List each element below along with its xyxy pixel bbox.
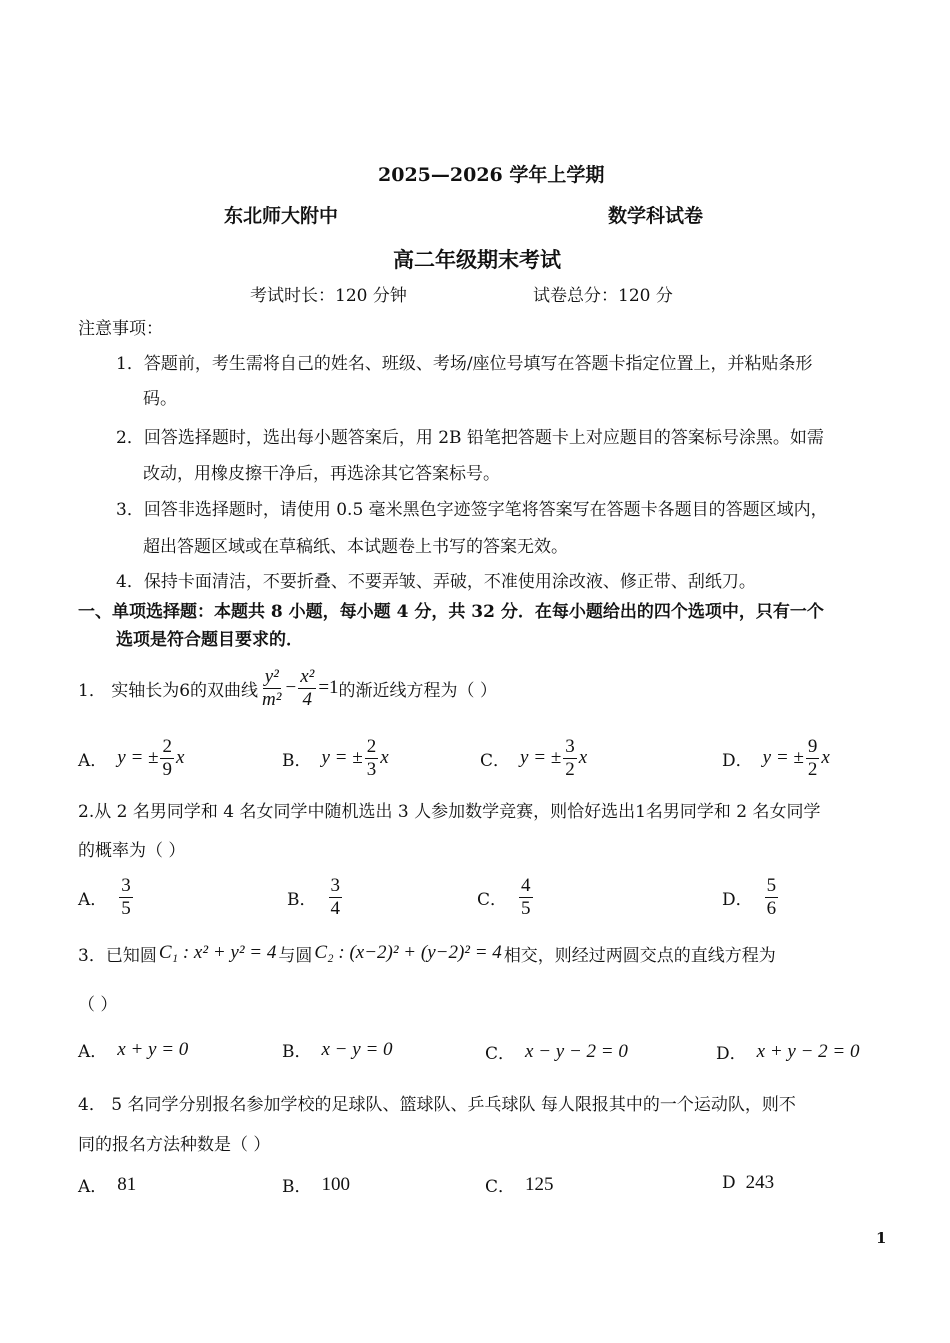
q4-option-a[interactable] xyxy=(78,1172,136,1197)
q2-option-b-label: B． xyxy=(287,889,317,910)
subject-title: 数学科试卷 xyxy=(608,205,704,227)
q1-frac2-den: 4 xyxy=(302,688,312,710)
q1-option-a-fraction xyxy=(160,736,174,781)
q4-option-c[interactable] xyxy=(485,1172,554,1197)
q1-option-b-label: B． xyxy=(282,750,312,771)
q4-option-d-label: D xyxy=(722,1173,736,1193)
question-3 xyxy=(78,938,776,968)
q4-option-a-label: A． xyxy=(78,1177,108,1197)
q1-option-d-post: x xyxy=(821,747,830,768)
q1-frac2-num: x² xyxy=(300,665,315,687)
q3-option-c-expr: x − y − 2 = 0 xyxy=(525,1040,628,1062)
q2-line1: 2.从 2 名男同学和 4 名女同学中随机选出 3 人参加数学竞赛，则恰好选出1名男同学和 2 名女同学 xyxy=(78,802,821,822)
q1-option-b-pre: y = ± xyxy=(321,747,363,768)
note-1-line2: 码。 xyxy=(143,389,177,409)
q3-option-a-label: A． xyxy=(78,1042,108,1062)
q2-option-c-fraction xyxy=(519,875,533,920)
q1-option-a-pre: y = ± xyxy=(117,747,159,768)
q2-option-a[interactable] xyxy=(78,872,135,922)
q4-option-b-value: 100 xyxy=(321,1173,350,1195)
q2-option-d-fraction xyxy=(765,875,779,920)
note-4-line1: 4．保持卡面清洁，不要折叠、不要弄皱、弄破，不准使用涂改液、修正带、刮纸刀。 xyxy=(116,572,756,592)
q3-option-b-label: B． xyxy=(282,1042,312,1062)
q1-option-c-pre: y = ± xyxy=(520,747,562,768)
q1-option-a-label: A． xyxy=(78,750,108,771)
q3-line2: （ ） xyxy=(78,995,118,1015)
q3-option-a[interactable] xyxy=(78,1037,188,1062)
q2-option-a-label: A． xyxy=(78,889,108,910)
q3-option-c-label: C． xyxy=(485,1044,516,1064)
q4-option-c-label: C． xyxy=(485,1177,516,1197)
q2-option-b-num: 3 xyxy=(330,874,340,896)
q1-suffix: 的渐近线方程为（ ） xyxy=(338,680,497,701)
q1-option-c[interactable] xyxy=(480,733,587,783)
q1-option-d-den: 2 xyxy=(807,758,818,780)
page-number: 1 xyxy=(876,1229,887,1247)
q2-option-a-num: 3 xyxy=(121,874,131,896)
exam-duration: 考试时长：120 分钟 xyxy=(250,286,407,306)
q3-option-b-expr: x − y = 0 xyxy=(321,1038,393,1060)
q1-option-c-den: 2 xyxy=(565,758,575,780)
q1-option-a-num: 2 xyxy=(162,735,172,757)
q2-option-b-den: 4 xyxy=(330,897,340,919)
q3-option-b[interactable] xyxy=(282,1037,393,1062)
question-1 xyxy=(78,662,497,714)
q1-frac1-den: m² xyxy=(262,688,282,710)
q4-option-a-value: 81 xyxy=(117,1173,137,1195)
q3-option-d-expr: x + y − 2 = 0 xyxy=(756,1040,860,1062)
q2-option-c-den: 5 xyxy=(521,897,531,919)
q3-option-a-expr: x + y = 0 xyxy=(117,1038,189,1060)
q1-option-c-fraction xyxy=(563,736,577,781)
q2-option-b-fraction xyxy=(329,875,343,920)
q2-option-a-fraction xyxy=(119,875,133,920)
q2-line2: 的概率为（ ） xyxy=(78,841,186,861)
q3-prefix: 3．已知圆 xyxy=(78,945,157,966)
q2-option-d[interactable] xyxy=(722,872,780,922)
q1-fraction-2 xyxy=(298,666,316,711)
q1-option-d-label: D． xyxy=(722,750,753,771)
q4-option-d[interactable] xyxy=(722,1172,774,1194)
q1-minus: − xyxy=(285,677,297,698)
note-1-line1: 1．答题前，考生需将自己的姓名、班级、考场/座位号填写在答题卡指定位置上，并粘贴条形 xyxy=(116,354,813,374)
q1-option-d-pre: y = ± xyxy=(762,747,804,768)
q4-line2: 同的报名方法种数是（ ） xyxy=(78,1135,271,1155)
term-title: 2025—2026 学年上学期 xyxy=(378,164,605,186)
q3-circle-1: C₁ : x² + y² = 4 xyxy=(158,942,277,963)
exam-title: 高二年级期末考试 xyxy=(393,247,561,272)
section-1-line2: 选项是符合题目要求的． xyxy=(116,630,303,650)
q1-prefix: 1． 实轴长为6的双曲线 xyxy=(78,680,259,701)
q1-option-b-num: 2 xyxy=(366,735,377,757)
q2-option-d-den: 6 xyxy=(766,897,777,919)
q2-option-b[interactable] xyxy=(287,872,344,922)
exam-total-score: 试卷总分：120 分 xyxy=(533,286,673,306)
q1-option-b-den: 3 xyxy=(366,758,377,780)
q3-option-c[interactable] xyxy=(485,1039,628,1064)
q4-option-d-value: 243 xyxy=(745,1172,775,1193)
q1-frac1-num: y² xyxy=(264,665,279,687)
q2-option-c-label: C． xyxy=(477,889,508,910)
q1-option-c-post: x xyxy=(578,747,588,768)
q1-option-b-fraction xyxy=(365,736,379,781)
q2-option-a-den: 5 xyxy=(121,897,131,919)
q2-option-d-num: 5 xyxy=(766,874,777,896)
q1-fraction-1 xyxy=(260,666,283,711)
q3-option-d[interactable] xyxy=(716,1039,859,1064)
q1-rhs: =1 xyxy=(318,677,339,698)
q1-option-b[interactable] xyxy=(282,733,389,783)
q3-option-d-label: D． xyxy=(716,1044,747,1064)
q1-option-a[interactable] xyxy=(78,733,184,783)
q2-option-d-label: D． xyxy=(722,889,753,910)
q4-line1: 4． 5 名同学分别报名参加学校的足球队、篮球队、乒乓球队 每人限报其中的一个运动队，则不 xyxy=(78,1095,796,1115)
q3-suffix: 相交，则经过两圆交点的直线方程为 xyxy=(503,945,776,966)
q1-option-a-den: 9 xyxy=(162,758,172,780)
q4-option-c-value: 125 xyxy=(525,1173,554,1195)
note-2-line2: 改动，用橡皮擦干净后，再选涂其它答案标号。 xyxy=(143,464,500,484)
q1-option-c-num: 3 xyxy=(565,735,575,757)
q2-option-c[interactable] xyxy=(477,872,535,922)
q1-option-c-label: C． xyxy=(480,750,511,771)
q4-option-b-label: B． xyxy=(282,1177,312,1197)
q1-option-d[interactable] xyxy=(722,733,830,783)
q1-option-d-fraction xyxy=(806,736,820,781)
section-1-line1: 一、单项选择题：本题共 8 小题，每小题 4 分，共 32 分．在每小题给出的四个选项中，只有一个 xyxy=(78,602,824,622)
school-name: 东北师大附中 xyxy=(224,205,339,227)
note-2-line1: 2．回答选择题时，选出每小题答案后，用 2B 铅笔把答题卡上对应题目的答案标号涂黑。如需 xyxy=(116,428,824,448)
note-3-line2: 超出答题区域或在草稿纸、本试题卷上书写的答案无效。 xyxy=(143,537,568,557)
q1-option-d-num: 9 xyxy=(807,735,818,757)
q3-mid: 与圆 xyxy=(278,945,313,966)
q1-option-b-post: x xyxy=(380,747,389,768)
notes-title: 注意事项： xyxy=(78,319,163,339)
q2-option-c-num: 4 xyxy=(521,874,531,896)
q3-circle-2: C₂ : (x−2)² + (y−2)² = 4 xyxy=(314,942,502,963)
note-3-line1: 3．回答非选择题时，请使用 0.5 毫米黑色字迹签字笔将答案写在答题卡各题目的答题区域内， xyxy=(116,500,828,520)
q4-option-b[interactable] xyxy=(282,1172,350,1197)
q1-option-a-post: x xyxy=(175,747,185,768)
